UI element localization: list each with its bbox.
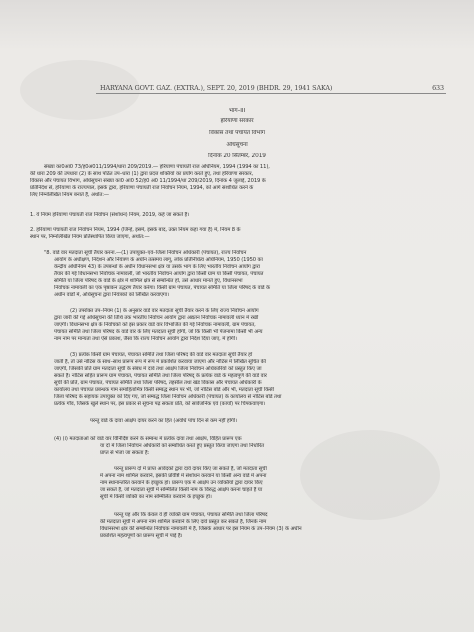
rule-line: में अपना नाम शामिल करवाने, इसकी प्रविष्टि में संशोधन करवाने या किसी अन्य वार्ड में अपना	[100, 473, 267, 479]
rule-line: केन्द्रीय अधिनियम 43) के उपबन्धों के अधीन विधानसभा क्षेत्र या उसके भाग के लिए भारतीय निर्वाचन आयोग द्वारा	[54, 264, 260, 270]
rule-line: सूची की प्रति, ग्राम पंचायत, पंचायत समिति तथा जिला परिषद, तहसील तथा खंड विकास और पंचायत अधिकारी के	[54, 380, 262, 386]
intro-line: विकास और पंचायत विभाग, अधिसूचना संख्या का0 आ0 52/ह0 अ0 11/1994/धा 209/2019, दिनांक 4 जुलाई, 2019 के	[30, 178, 266, 184]
rule-line: परन्तु यह और कि केवल वे ही व्यक्ति ग्राम पंचायत, पंचायत समिति तथा जिला परिषद	[114, 512, 268, 518]
rule-line: जा सकते हैं, जो मतदाता सूची में सम्मिलित किसी नाम के विरुद्ध आक्षेप करना चाहते हैं या	[100, 487, 263, 493]
rule-line: सकते हैं। नोटिस सहित प्रारूप ग्राम पंचायत, पंचायत समिति तथा जिला परिषद् के प्रत्येक वार्ड के महत्वपूर्ण की वार्ड वार	[54, 373, 267, 379]
government-name: हरियाणा सरकार	[220, 118, 254, 124]
rule-line: सूची में किसी व्यक्ति का नाम सम्मिलित करवाने के इच्छुक हों।	[100, 494, 212, 500]
rule-line: प्रकाशित महत्वपूर्णों का प्रारूप सूची में पाई हैं।	[100, 533, 183, 539]
rule-line: अधीन वार्डों में, अधिसूचना द्वारा नियंत्रकों को लिखित करवाएगा।	[54, 292, 169, 298]
rule-line: पंचायत समिति तथा जिला परिषद के वार्ड वार के लिए मतदाता सूची होगी, जो कि किसी भी पेजनामा किसी भी अन्य	[54, 329, 263, 335]
rule-line: विधानसभा क्षेत्र की सम्बन्धित निर्वाचक नामावली में हैं, जिसके आधार पर इस नियम के उप–नियम (3) के अधीन	[100, 526, 302, 532]
rule-line: निर्वाचक नामावली का एक पृष्ठाकन उद्धरण तैयार करेगा। किसी ग्राम पंचायत, पंचायत समिति या जिला परिषद के वार्ड के	[54, 285, 270, 291]
rule-line: तैयार की गई विधानसभा निर्वाचक नामावली, जो भारतीय निर्वाचन आयोग द्वारा किसी ग्राम या किसी पंचायत, पंचायत	[54, 271, 264, 277]
rule-line: प्राप्त से भेजा जा सकता है:	[100, 450, 150, 456]
rule-line: स्थान पर, निम्नलिखित नियम प्रतिस्थापित किया जाएगा, अर्थात:—	[30, 234, 150, 240]
rule-line: आयोग के अधीक्षण, निदेशन और नियंत्रण के अधीन तत्समय लागू, लोक प्रतिनिधित्व अधिनियम, 1950 (1950 का	[54, 257, 263, 263]
page-number: 633	[432, 85, 444, 91]
intro-line: संख्या का0आ0 73/ह0अ011/1994/धारा 209/2019.— हरियाणा पंचायती राज अधिनियम, 1994 (1994 का 11),	[44, 164, 270, 170]
rule-line: जिला परिषद के सहायक उपायुक्त को दिए गए, जो सम्बद्ध जिला निर्वाचन अधिकारी (पंचायत) के कार्यालय से नोटिस बोर्ड तथा	[54, 394, 282, 400]
part-label: भाग–III	[228, 108, 246, 114]
intro-line: प्रतिनिर्देश से, हरियाणा के राज्यपाल, इसके द्वारा, हरियाणा पंचायती राज निर्वाचन नियम, 1994, को आगे संशोधित करने के	[30, 185, 254, 191]
rule-line: 1. ये नियम हरियाणा पंचायती राज निर्वाचन (संशोधन) नियम, 2019, कहे जा सकते हैं।	[30, 212, 190, 218]
rule-line: कार्यालय तथा पंचायत प्रबन्धक गाम समाहितामित्र किसी सम्बद्ध स्थान पर भी, जो नोटिस बोर्ड और भी, मतदाता सूची किसी	[54, 387, 274, 393]
intro-line: की धारा 209 की उपधारा (2) के साथ पठित उप–धारा (1) द्वारा प्रदत्त शक्तियों का प्रयोग करते हुए, तथा हरियाणा सरकार,	[30, 171, 254, 177]
rule-line: की मतदाता सूची में अपना नाम शामिल करवाने के लिए दावे प्रस्तुत कर सकते हैं, जिनके नाम	[100, 519, 267, 525]
rule-line: जाती है, तो उसे नोटिस के साथ–साथ प्रारूप रूप में रूप में प्रकाशित करवाया जाएगा और नोटिस में लिखित सूचित की	[54, 359, 266, 365]
rule-line: (4) (i) मतदाताओं को वार्ड वार विनिर्दिष्ट करने के सम्बन्ध में प्रत्येक दावा तथा आक्षेप, विहित प्रारूप एक	[54, 436, 242, 442]
rule-line: नाम नाम पर मान्यता तथा ऐसे प्रकाश, जैसा कि राज्य निर्वाचन आयोग द्वारा निर्देश दिया जाए, में होगी।	[54, 336, 237, 342]
intro-line: लिए निम्नलिखित नियम बनाते हैं, अर्थात:—	[30, 192, 110, 198]
rule-line: द्वारा जारी की गई अधिसूचना की तिथि तक भारतीय निर्वाचन आयोग द्वारा अद्यतन निर्वाचक नामावली ध्यान में रखी	[54, 315, 259, 321]
rule-line: "8. वार्ड वार मतदाता सूची तैयार करना.—(1) उपायुक्त–एवं–जिला निर्वाचन अधिकारी (पंचायत), राज्य निर्वाचन	[44, 250, 247, 256]
rule-line: जाएगी। विधानसभा क्षेत्र के निर्वाचकों को इस प्रकार वार्ड वार विभाजित की गई निर्वाचक नामावली, ग्राम पंचायत,	[54, 322, 256, 328]
rule-line: जाएगी, जिसकी प्रति ग्राम मतदाता सूची के संबंध में दावे तथा आक्षेप जिला निर्वाचन अधिकारियों को प्रस्तुत किए जा	[54, 366, 262, 372]
rule-line: प्रत्येक गाँव, जिसके खुले स्थान पर, इस प्रकार से सूचना पढ़ सकता प्रति, को सार्वजनिक एवं (कार्यों) पर चिपकवाएगा।	[54, 401, 266, 407]
gazette-header: HARYANA GOVT. GAZ. (EXTRA.), SEPT. 20, 2019 (BHDR. 29, 1941 SAKA)	[100, 85, 333, 91]
rule-line: समिति या जिला परिषद के वार्ड के क्षेत्र में शामिल क्षेत्र से सम्बन्धित हो, उसे आधार मानते हुए, विधानसभा	[54, 278, 243, 284]
rule-line: परन्तु प्रारूप दो में प्राप्त आवेदकों द्वारा दावे दायर किए जा सकते हैं, जो मतदाता सूची	[114, 466, 267, 472]
rule-line: या दो में जिला निर्वाचन अधिकारी को सम्बोधित करते हुए प्रस्तुत किया जाएगा तथा निर्धारित	[100, 443, 264, 449]
notification-heading: अधिसूचना	[226, 142, 248, 148]
rule-line: (2) उपरोक्त उप–नियम (1) के अनुसार वार्ड वार मतदाता सूची तैयार करने के लिए राज्य निर्वाचन आयोग	[70, 308, 259, 314]
rule-line: (3) प्रत्येक किसी ग्राम पंचायत, पंचायत समिति तथा जिला परिषद की वार्ड वार मतदाता सूची तैयार हो	[70, 352, 253, 358]
notification-date: दिनांक 20 सितम्बर, 2019	[208, 153, 266, 159]
header-rule	[96, 93, 446, 94]
rule-line: 2. हरियाणा पंचायती राज निर्वाचन नियम, 1994 (जिन्हें, इसमें, इसके बाद, उक्त नियम कहा गया है) में, नियम 8 के	[30, 227, 241, 233]
rule-line: परन्तु वार्ड के दावा आक्षेप दायर करने का हित (अवधि पांच दिन से कम नहीं होगी।	[90, 418, 237, 424]
department-name: विकास तथा पंचायत विभाग	[209, 130, 265, 136]
rule-line: नाम स्थानान्तरित करवाने के इच्छुक हों। प्रारूप एक में आक्षेप उन व्यक्तियों द्वारा दायर किए	[100, 480, 263, 486]
